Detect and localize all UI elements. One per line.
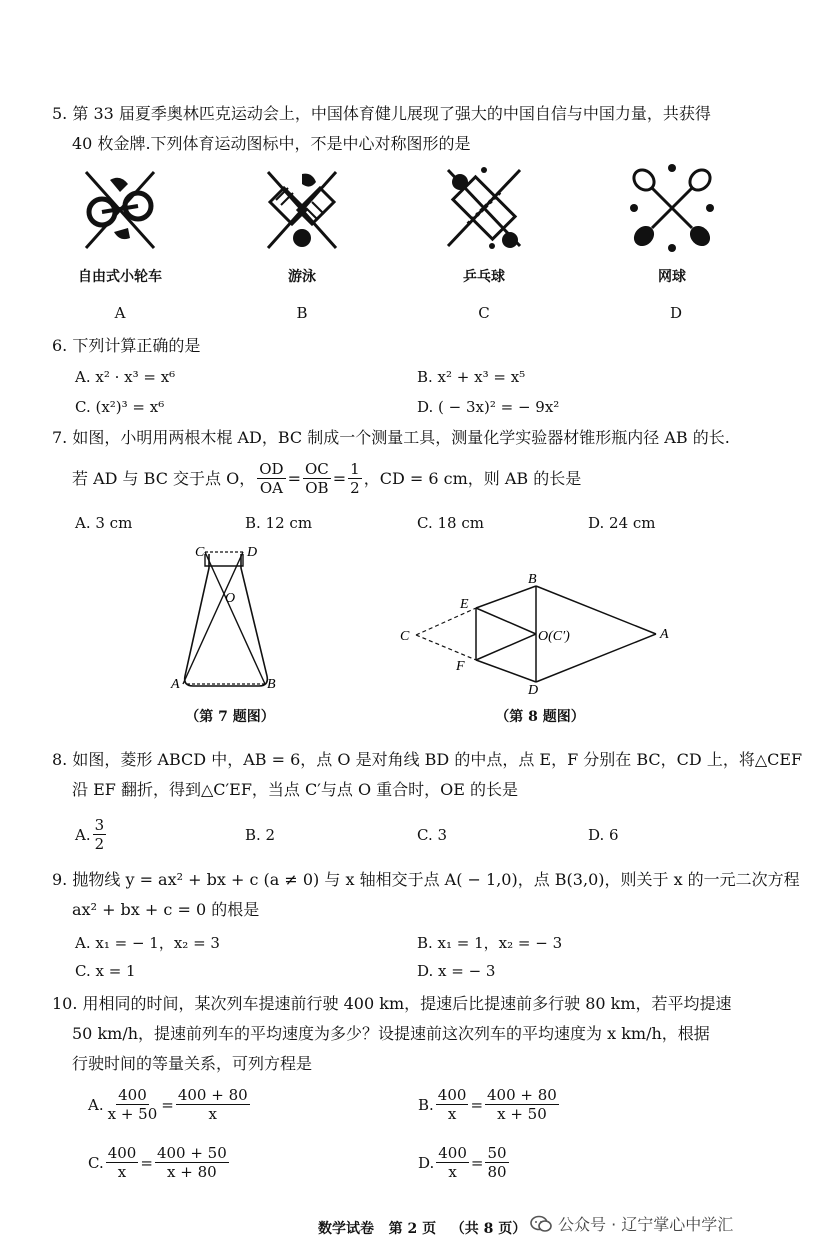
q8-option-c: C. 3 <box>417 826 448 844</box>
frac-num: 400 + 50 <box>156 1144 227 1162</box>
q7-line2 <box>72 460 581 497</box>
icon-label-c: 乒乓球 <box>463 269 505 285</box>
fraction-od-oa <box>257 460 285 497</box>
icon-label-d: 网球 <box>658 269 686 285</box>
label-c: C <box>195 545 205 560</box>
figure-8-caption: （第 8 题图） <box>495 709 585 725</box>
q7-option-a: A. 3 cm <box>75 514 133 532</box>
q7-line1: 7. 如图，小明用两根木棍 AD，BC 制成一个测量工具，测量化学实验器材锥形瓶内径 AB 的长. <box>52 428 730 447</box>
q10-line1: 10. 用相同的时间，某次列车提速前行驶 400 km，提速后比提速前多行驶 80 km，若平均提速 <box>52 994 732 1013</box>
equals-sign: = <box>287 468 301 488</box>
wechat-icon <box>530 1215 552 1233</box>
fraction-right <box>155 1144 229 1181</box>
fraction-oc-ob <box>303 460 331 497</box>
q9-option-c: C. x = 1 <box>75 962 136 980</box>
frac-num: 400 <box>118 1086 147 1104</box>
icon-label-b: 游泳 <box>288 269 316 285</box>
equals-sign: = <box>161 1095 174 1114</box>
option-letter-c: C <box>478 304 490 322</box>
q9-line2: ax² + bx + c = 0 的根是 <box>72 900 260 919</box>
frac-den: OA <box>259 479 283 497</box>
frac-den: 2 <box>350 479 360 497</box>
fraction-one-half <box>348 460 362 497</box>
q10-line2: 50 km/h，提速前列车的平均速度为多少？设提速前这次列车的平均速度为 x km/h，根据 <box>72 1024 710 1043</box>
page-footer: 数学试卷 第 2 页 （共 8 页） <box>318 1221 527 1237</box>
frac-den: x + 50 <box>497 1105 547 1123</box>
q6-option-b: B. x² + x³ = x⁵ <box>417 368 526 386</box>
label-b: B <box>267 677 276 692</box>
q8-option-a <box>75 816 108 853</box>
fraction-left <box>106 1144 139 1181</box>
option-label: D. <box>418 1153 435 1172</box>
q9-line1: 9. 抛物线 y = ax² + bx + c (a ≠ 0) 与 x 轴相交于点 A( − 1,0)，点 B(3,0)，则关于 x 的一元二次方程 <box>52 870 800 889</box>
equals-sign: = <box>332 468 347 488</box>
frac-den: 80 <box>487 1163 507 1181</box>
q7-option-d: D. 24 cm <box>588 514 656 532</box>
frac-den: OB <box>305 479 329 497</box>
option-letter-a: A <box>114 304 126 322</box>
q7-option-b: B. 12 cm <box>245 514 313 532</box>
q10-option-a <box>88 1086 252 1123</box>
equals-sign: = <box>470 1153 484 1172</box>
q10-option-d <box>418 1144 511 1181</box>
label-o: O <box>225 591 236 606</box>
q6-option-c: C. (x²)³ = x⁶ <box>75 398 165 416</box>
frac-den: 2 <box>94 835 105 853</box>
frac-num: 400 <box>438 1144 467 1162</box>
q6-option-d: D. ( − 3x)² = − 9x² <box>417 398 560 416</box>
frac-num: 400 <box>107 1144 137 1162</box>
frac-num: OD <box>259 460 284 478</box>
label-d: D <box>247 545 258 560</box>
equals-sign: = <box>470 1095 484 1114</box>
frac-num: 1 <box>350 460 360 478</box>
equals-sign: = <box>140 1153 153 1172</box>
q6-stem: 6. 下列计算正确的是 <box>52 336 201 355</box>
q8-option-b: B. 2 <box>245 826 276 844</box>
q7-line2-pre: 若 AD 与 BC 交于点 O， <box>72 468 256 488</box>
fraction-right <box>176 1086 250 1123</box>
q7-line2-post: ，CD = 6 cm，则 AB 的长是 <box>363 468 582 488</box>
q8-option-d: D. 6 <box>588 826 619 844</box>
table-tennis-icon <box>440 162 528 254</box>
frac-den: x <box>117 1163 127 1181</box>
q9-option-b: B. x₁ = 1，x₂ = − 3 <box>417 934 563 952</box>
option-label: C. <box>88 1153 104 1172</box>
q5-line2: 40 枚金牌.下列体育运动图标中，不是中心对称图形的是 <box>72 134 471 153</box>
figure-7-caption: （第 7 题图） <box>185 709 275 725</box>
q10-option-b <box>418 1086 561 1123</box>
frac-den: x <box>447 1105 457 1123</box>
figure-8-rhombus <box>392 574 682 698</box>
frac-num: 400 <box>437 1086 467 1104</box>
q5-line1: 5. 第 33 届夏季奥林匹克运动会上，中国体育健儿展现了强大的中国自信与中国力量，共获得 <box>52 104 711 123</box>
label-d: D <box>528 683 539 698</box>
frac-den: x <box>208 1105 217 1123</box>
option-label: B. <box>418 1095 434 1114</box>
bmx-icon <box>80 166 160 254</box>
frac-den: x + 50 <box>107 1105 158 1123</box>
q8-option-a-label: A. <box>75 825 91 844</box>
fraction-right <box>485 1086 559 1123</box>
frac-num: 400 + 80 <box>177 1086 248 1104</box>
tennis-icon <box>626 162 718 254</box>
frac-den: x + 80 <box>167 1163 217 1181</box>
label-e: E <box>460 597 469 612</box>
q10-option-c <box>88 1144 231 1181</box>
frac-num: 400 + 80 <box>487 1086 557 1104</box>
q8-line2: 沿 EF 翻折，得到△C′EF，当点 C′与点 O 重合时，OE 的长是 <box>72 780 519 799</box>
label-f: F <box>456 659 465 674</box>
label-a: A <box>171 677 180 692</box>
label-c: C <box>400 629 410 644</box>
icon-label-a: 自由式小轮车 <box>78 269 162 285</box>
watermark-text: 公众号 · 辽宁掌心中学汇 <box>558 1215 734 1234</box>
label-b: B <box>528 574 537 587</box>
watermark <box>530 1212 733 1235</box>
q7-option-c: C. 18 cm <box>417 514 484 532</box>
fraction-left <box>436 1144 469 1181</box>
option-label: A. <box>88 1095 104 1114</box>
q6-option-a: A. x² · x³ = x⁶ <box>75 368 176 386</box>
frac-num: OC <box>304 460 329 478</box>
fraction-three-halves <box>93 816 107 853</box>
fraction-left <box>106 1086 160 1123</box>
frac-num: 3 <box>94 816 105 834</box>
fraction-left <box>436 1086 469 1123</box>
q10-line3: 行驶时间的等量关系，可列方程是 <box>72 1054 313 1073</box>
label-o-c-prime: O(C′) <box>538 629 570 644</box>
option-letter-b: B <box>296 304 308 322</box>
frac-num: 50 <box>487 1144 507 1162</box>
q9-option-a: A. x₁ = − 1，x₂ = 3 <box>75 934 220 952</box>
q8-line1: 8. 如图，菱形 ABCD 中，AB = 6，点 O 是对角线 BD 的中点，点 E，F 分别在 BC，CD 上，将△CEF <box>52 750 803 769</box>
fraction-right <box>485 1144 508 1181</box>
label-a: A <box>660 627 669 642</box>
option-letter-d: D <box>669 304 683 322</box>
figure-7-flask <box>165 540 295 700</box>
swimming-icon <box>262 166 342 254</box>
q9-option-d: D. x = − 3 <box>417 962 496 980</box>
frac-den: x <box>448 1163 457 1181</box>
